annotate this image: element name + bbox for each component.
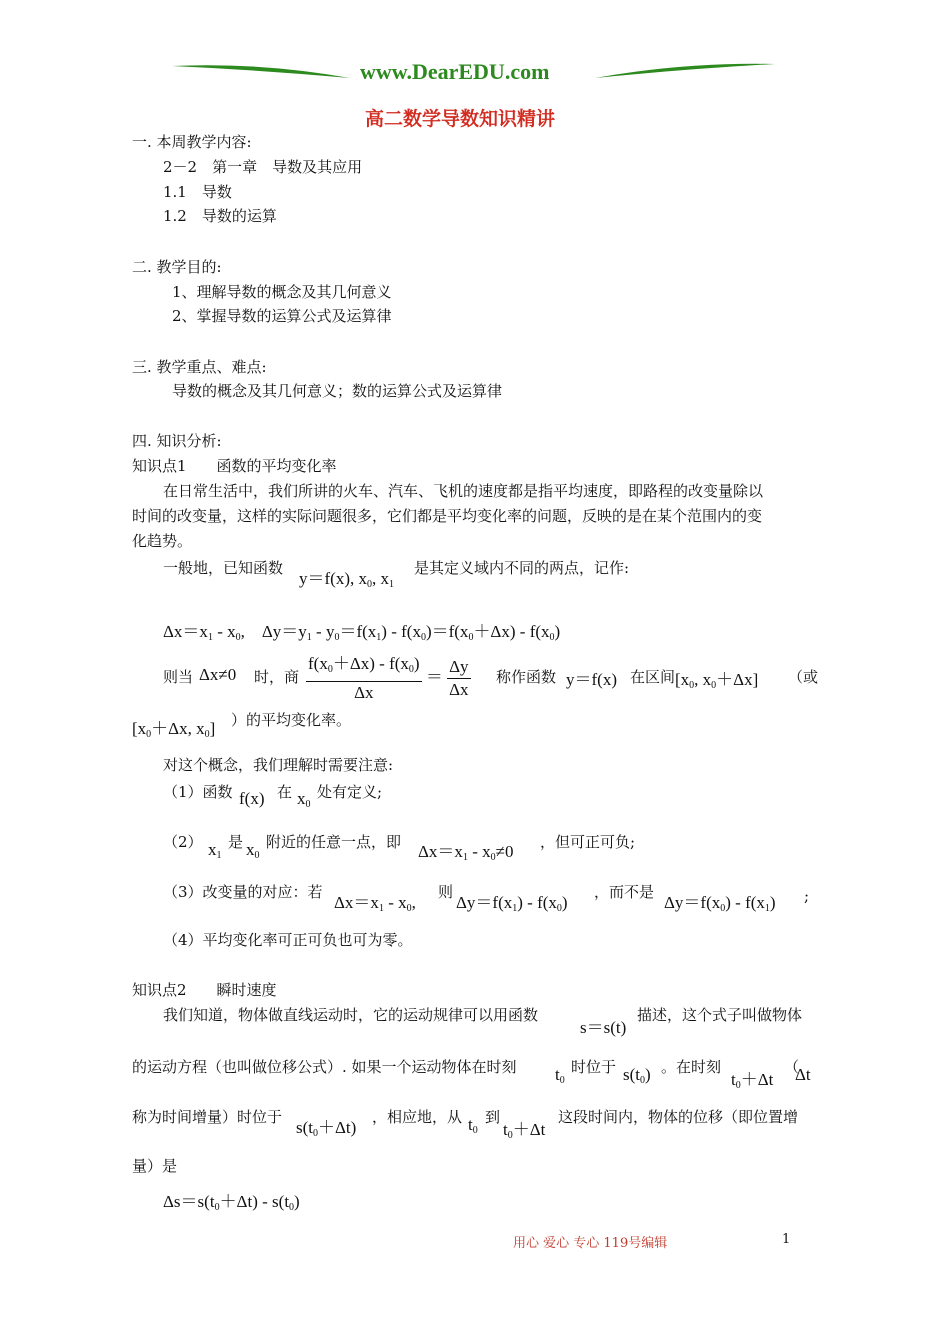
kp1-para1-line2: 时间的改变量，这样的实际问题很多，它们都是平均变化率的问题，反映的是在某个范围内的变 xyxy=(132,507,763,525)
formula-t0-dt: $t_0+\Delta t$ xyxy=(731,1070,774,1091)
formula-t0: $t_0$ xyxy=(555,1065,565,1086)
formula-y-fx: y＝f(x) xyxy=(566,670,617,689)
note3-c: ，而不是 xyxy=(594,883,655,901)
note4: （4）平均变化率可正可负也可为零。 xyxy=(163,931,413,949)
section1-line3: 1.2 导数的运算 xyxy=(163,207,277,225)
note2-b: 是 xyxy=(228,833,244,851)
kp2-para4: 量）是 xyxy=(132,1157,178,1175)
formula-s-t0-dt: $s(t_0+\Delta t)$ xyxy=(296,1118,357,1139)
kp2-para3-a: 称为时间增量）时位于 xyxy=(132,1108,283,1126)
kp2-para1-a: 我们知道，物体做直线运动时，它的运动规律可以用函数 xyxy=(163,1006,539,1024)
kp1-para1-line3: 化趋势。 xyxy=(132,532,193,550)
kp2-para2-a: 的运动方程（也叫做位移公式）. 如果一个运动物体在时刻 xyxy=(132,1058,517,1076)
kp1-para2-b: 是其定义域内不同的两点，记作: xyxy=(414,559,630,577)
formula-dy-correct: $\Delta y=f(x_1) - f(x_0)$ xyxy=(456,893,568,914)
kp2-title: 知识点2 瞬时速度 xyxy=(132,981,277,999)
kp1-para3-d: 在区间 xyxy=(630,668,676,686)
kp2-para3-b: ，相应地，从 xyxy=(372,1108,463,1126)
section1-line2: 1.1 导数 xyxy=(163,183,232,201)
formula-x0: $x_0$ xyxy=(297,789,311,810)
formula-fx: f(x) xyxy=(239,789,265,808)
kp2-para3-c: 到 xyxy=(485,1108,501,1126)
kp1-title: 知识点1 函数的平均变化率 xyxy=(132,457,337,475)
formula-s-t0: $s(t_0)$ xyxy=(623,1065,651,1086)
kp1-para2-a: 一般地，已知函数 xyxy=(163,559,284,577)
kp2-para3-d: 这段时间内，物体的位移（即位置增 xyxy=(558,1108,799,1126)
note1-c: 处有定义; xyxy=(317,783,383,801)
kp1-para3-f: ）的平均变化率。 xyxy=(231,711,352,729)
note3-d: ; xyxy=(804,887,810,905)
note2-a: （2） xyxy=(163,833,203,851)
formula-s-st: s＝s(t) xyxy=(580,1018,627,1037)
kp1-para3-e: （或 xyxy=(788,668,819,686)
kp2-para2-b: 时位于 xyxy=(571,1058,617,1076)
footer-text: 用心 爱心 专心 119号编辑 xyxy=(513,1236,668,1251)
formula-dt: Δt xyxy=(795,1065,811,1084)
section1-line1: 2－2 第一章 导数及其应用 xyxy=(163,158,363,176)
note1-a: （1）函数 xyxy=(163,783,233,801)
section4-heading: 四. 知识分析: xyxy=(132,432,222,450)
right-swoosh xyxy=(595,64,775,78)
kp2-para2-c: 。在时刻 xyxy=(661,1058,722,1076)
note2-c: 附近的任意一点，即 xyxy=(266,833,402,851)
formula-t0-dt-b: $t_0+\Delta t$ xyxy=(503,1120,546,1141)
note3-b: 则 xyxy=(438,883,454,901)
note1-b: 在 xyxy=(277,783,293,801)
section2-item1: 1、理解导数的概念及其几何意义 xyxy=(172,283,392,301)
formula-dy-wrong: $\Delta y=f(x_0) - f(x_1)$ xyxy=(664,893,776,914)
kp1-para3-b: 时，商 xyxy=(254,668,300,686)
section3-line1: 导数的概念及其几何意义；数的运算公式及运算律 xyxy=(172,382,503,400)
section2-heading: 二. 教学目的: xyxy=(132,258,222,276)
formula-dx-def2: $\Delta x=x_1 - x_0$, xyxy=(334,893,416,914)
kp1-para3-a: 则当 xyxy=(163,668,194,686)
site-logo: www.DearEDU.com xyxy=(360,59,550,84)
formula-function-points: y＝f(x), $x_0$, $x_1$ xyxy=(299,569,394,590)
page-title: 高二数学导数知识精讲 xyxy=(365,108,556,130)
note3-a: （3）改变量的对应：若 xyxy=(163,883,323,901)
section3-heading: 三. 教学重点、难点: xyxy=(132,358,267,376)
formula-dx-nonzero: Δx≠0 xyxy=(199,665,237,684)
note-intro: 对这个概念，我们理解时需要注意: xyxy=(163,756,394,774)
formula-x0-b: $x_0$ xyxy=(246,840,260,861)
kp2-para2-d: （ xyxy=(784,1058,800,1076)
kp2-para1-b: 描述，这个式子叫做物体 xyxy=(637,1006,803,1024)
formula-quotient: $\frac{f(x_0+\Delta x) - f(x_0)}{\Delta x}$ ＝ $\frac{\Delta y}{\Delta x}$ xyxy=(308,654,469,702)
formula-interval2: [$x_0+\Delta x$, $x_0$] xyxy=(132,719,216,740)
formula-interval1: [$x_0$, $x_0+\Delta x$] xyxy=(675,670,759,691)
formula-t0-b: $t_0$ xyxy=(468,1115,478,1136)
formula-increments: $\Delta x=x_1 - x_0$, $\Delta y=y_1 - y_0=f(x_1) - f(x_0)=f(x_0+\Delta x) - f(x_0)$ xyxy=(163,622,561,643)
page-number: 1 xyxy=(782,1232,791,1247)
formula-x1: $x_1$ xyxy=(208,840,222,861)
formula-dx-def: $\Delta x=x_1 - x_0\ne 0$ xyxy=(418,842,514,863)
kp1-para1-line1: 在日常生活中，我们所讲的火车、汽车、飞机的速度都是指平均速度，即路程的改变量除以 xyxy=(163,482,764,500)
formula-ds: $\Delta s=s(t_0+\Delta t) - s(t_0)$ xyxy=(163,1192,300,1213)
section2-item2: 2、掌握导数的运算公式及运算律 xyxy=(172,307,392,325)
section1-heading: 一. 本周教学内容: xyxy=(132,133,252,151)
kp1-para3-c: 称作函数 xyxy=(496,668,557,686)
left-swoosh xyxy=(172,65,350,78)
note2-d: ，但可正可负; xyxy=(540,833,636,851)
